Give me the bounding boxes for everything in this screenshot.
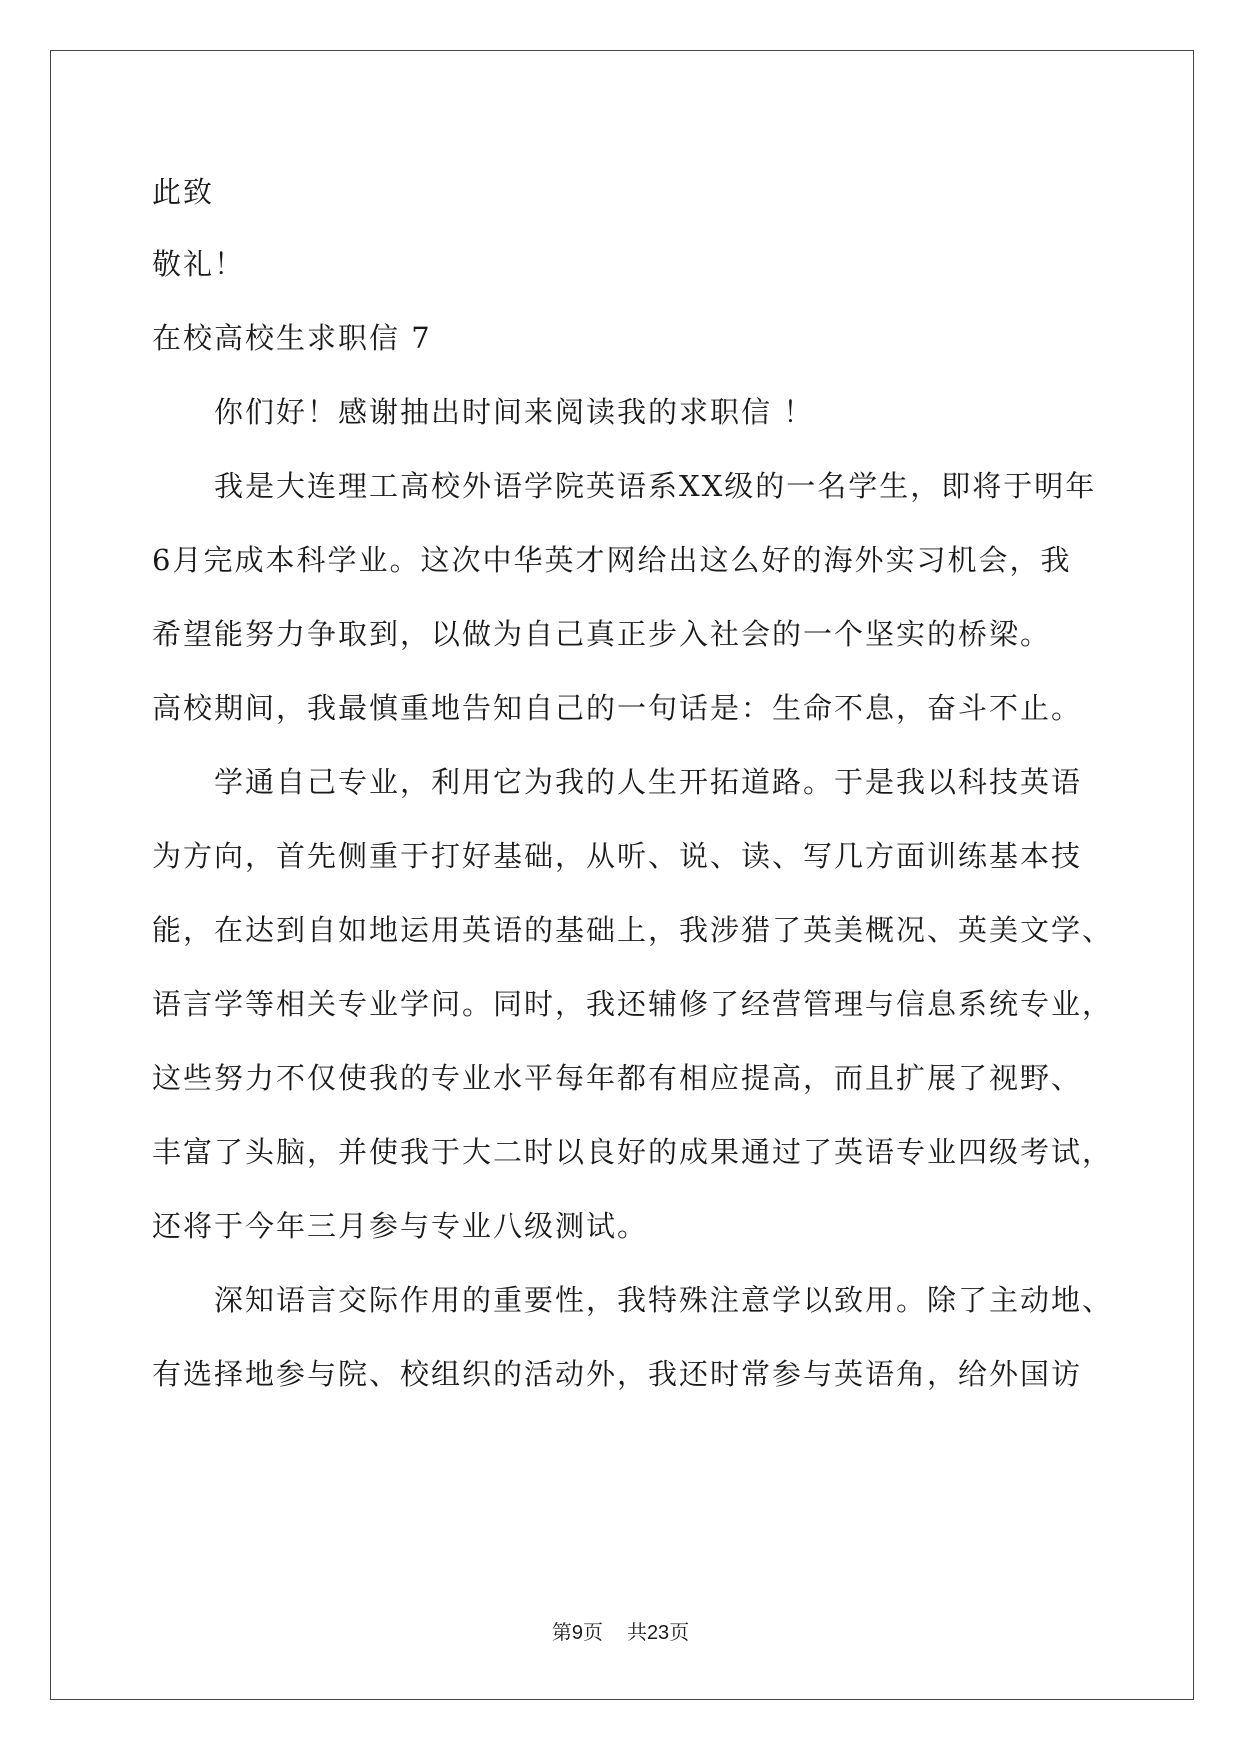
paragraph-line: 语言学等相关专业学问。同时，我还辅修了经营管理与信息系统专业，: [152, 987, 1114, 1021]
paragraph-line: 丰富了头脑，并使我于大二时以良好的成果通过了英语专业四级考试，: [152, 1135, 1114, 1169]
total-suffix: 页: [669, 1620, 690, 1644]
page-suffix: 页: [582, 1620, 603, 1644]
page-footer: [0, 1618, 1241, 1647]
paragraph-line: 我是大连理工高校外语学院英语系XX级的一名学生，即将于明年: [214, 469, 1097, 503]
total-prefix: 共: [626, 1620, 647, 1644]
paragraph-line: 高校期间，我最慎重地告知自己的一句话是：生命不息，奋斗不止。: [152, 691, 1083, 725]
paragraph-line: 这些努力不仅使我的专业水平每年都有相应提高，而且扩展了视野、: [152, 1061, 1083, 1095]
paragraph-line: 有选择地参与院、校组织的活动外，我还时常参与英语角，给外国访: [152, 1357, 1083, 1391]
paragraph-line: 学通自己专业，利用它为我的人生开拓道路。于是我以科技英语: [214, 765, 1083, 799]
page-prefix: 第: [551, 1620, 572, 1644]
total-pages: 23: [646, 1622, 670, 1644]
paragraph-line: 深知语言交际作用的重要性，我特殊注意学以致用。除了主动地、: [214, 1283, 1114, 1317]
page-number: 9: [571, 1622, 583, 1644]
paragraph-line: 能，在达到自如地运用英语的基础上，我涉猎了英美概况、英美文学、: [152, 913, 1114, 947]
paragraph-line: 为方向，首先侧重于打好基础，从听、说、读、写几方面训练基本技: [152, 839, 1083, 873]
paragraph-line: 6月完成本科学业。这次中华英才网给出这么好的海外实习机会，我: [152, 543, 1072, 577]
paragraph-line: 希望能努力争取到，以做为自己真正步入社会的一个坚实的桥梁。: [152, 617, 1052, 651]
paragraph-line: 还将于今年三月参与专业八级测试。: [152, 1209, 649, 1243]
paragraph-line: 你们好！感谢抽出时间来阅读我的求职信 ！: [214, 395, 815, 429]
closing-salutation: 此致: [152, 175, 215, 209]
section-heading: 在校高校生求职信 7: [152, 321, 432, 355]
closing-regards: 敬礼！: [152, 247, 246, 281]
